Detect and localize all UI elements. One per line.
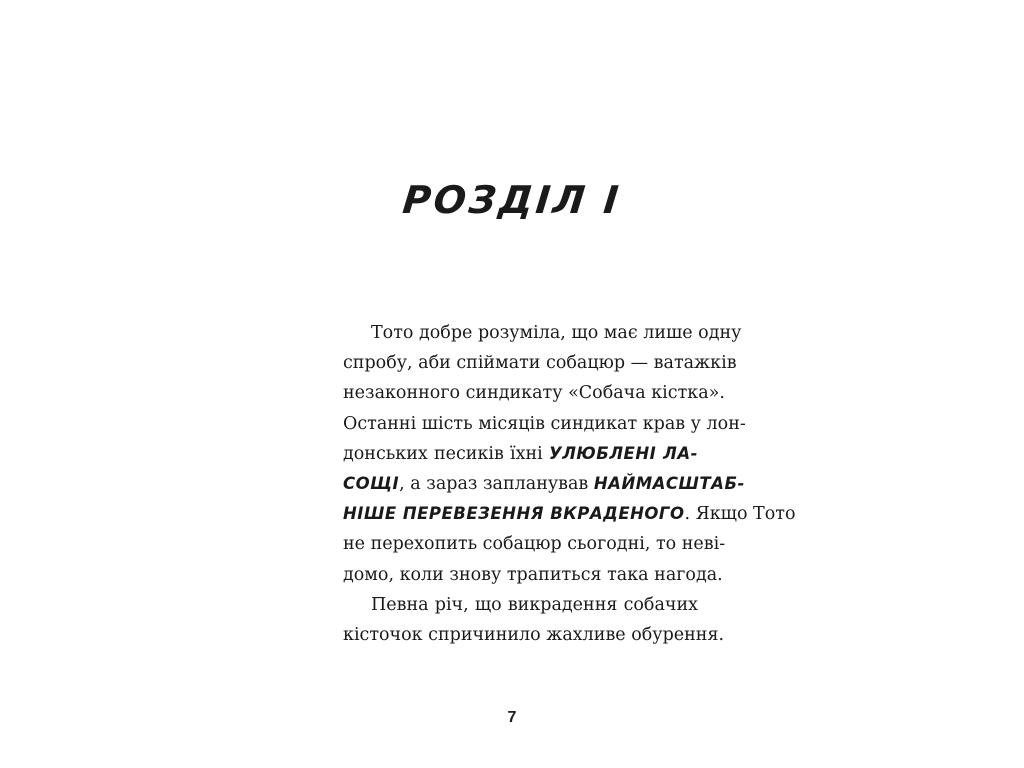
text-line xyxy=(343,439,698,469)
text-line: Певна річ, що викрадення собачих xyxy=(371,594,698,615)
text-line: кісточок спричинило жахливе обурення. xyxy=(343,624,725,645)
text-line: домо, коли знову трапиться така нагода. xyxy=(343,564,723,585)
text-line xyxy=(343,499,796,529)
body-text xyxy=(343,318,796,650)
text-segment: , а зараз запланував xyxy=(399,473,594,494)
text-line: Останні шість місяців синдикат крав у лон- xyxy=(343,413,746,434)
text-line: незаконного синдикату «Собача кістка». xyxy=(343,383,725,404)
text-segment: донських песиків їхні xyxy=(343,443,549,464)
page-number: 7 xyxy=(507,709,517,726)
text-line: не перехопить собацюр сьогодні, то неві- xyxy=(343,534,726,555)
emphasized-phrase: СОЩІ xyxy=(343,473,400,493)
text-segment: . Якщо Тото xyxy=(684,504,796,525)
emphasized-phrase: НІШЕ ПЕРЕВЕЗЕННЯ ВКРАДЕНОГО xyxy=(343,504,685,524)
emphasized-phrase: УЛЮБЛЕНІ ЛА- xyxy=(548,443,698,463)
text-line xyxy=(343,469,745,499)
emphasized-phrase: НАЙМАСШТАБ- xyxy=(593,473,745,493)
text-line: спробу, аби спіймати собацюр — ватажків xyxy=(343,353,737,374)
chapter-title: РОЗДІЛ I xyxy=(400,178,624,222)
text-line: Тото добре розуміла, що має лише одну xyxy=(371,323,742,343)
